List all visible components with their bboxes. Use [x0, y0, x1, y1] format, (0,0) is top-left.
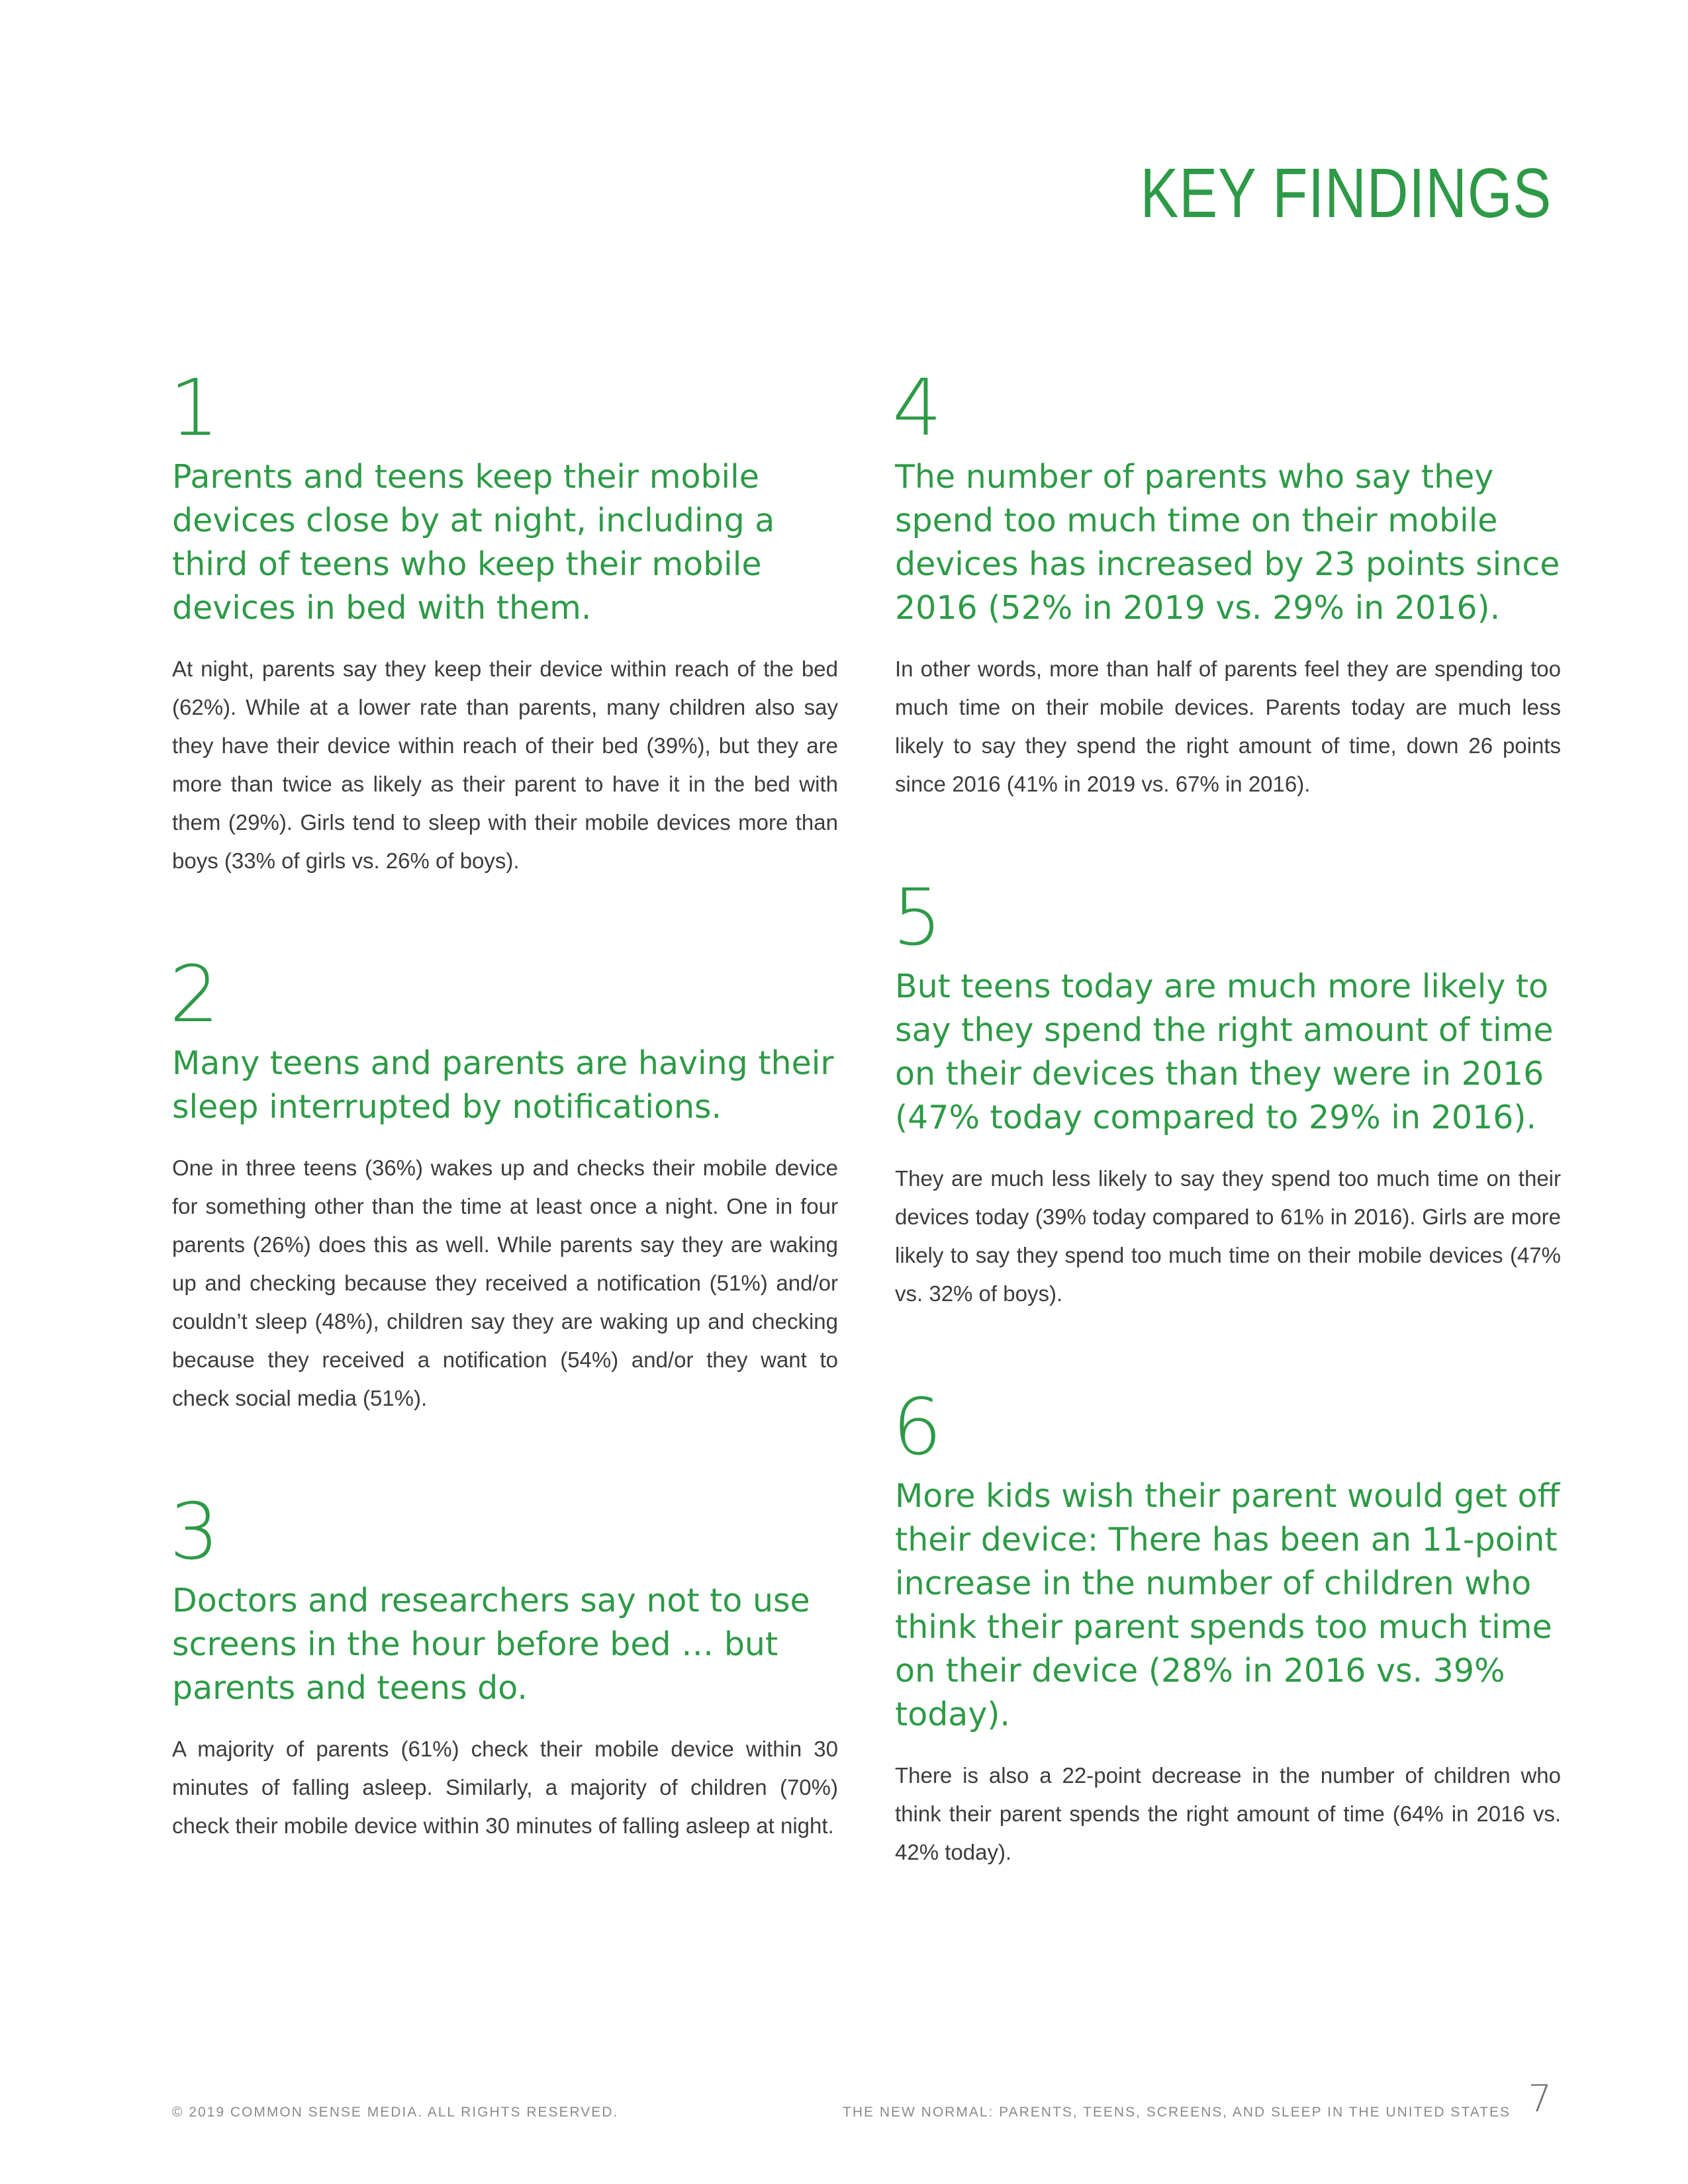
left-column	[169, 362, 838, 1917]
finding-number: 3	[169, 1486, 220, 1577]
finding-1	[169, 362, 838, 880]
finding-3	[169, 1486, 838, 1845]
page-title: KEY FINDINGS	[1140, 154, 1552, 232]
finding-6	[892, 1381, 1561, 1872]
finding-headline: Many teens and parents are having their sleep interrupted by notifications.	[172, 1044, 834, 1126]
finding-body: In other words, more than half of parents feel they are spending too much time on their mobile devices. Parents today are much less likely to say they spend the right amount of time, down 26 points since 2016 (41% in 2019 vs. 67% in 2016).	[895, 657, 1561, 796]
finding-headline: More kids wish their parent would get off their device: There has been an 11-point increase in the number of children who think their parent spends too much time on their device (28% in 2016 vs. 39% today).	[895, 1477, 1560, 1733]
finding-body: A majority of parents (61%) check their mobile device within 30 minutes of falling asleep. Similarly, a majority of children (70%) check their mobile device within 30 minutes of falling asleep at night.	[172, 1737, 838, 1838]
footer-copyright: © 2019 COMMON SENSE MEDIA. ALL RIGHTS RESERVED.	[172, 2105, 619, 2120]
finding-headline: Parents and teens keep their mobile devices close by at night, including a third of teens who keep their mobile devices in bed with them.	[172, 458, 775, 627]
finding-headline: The number of parents who say they spend too much time on their mobile devices has increased by 23 points since 2016 (52% in 2019 vs. 29% in 2016).	[895, 458, 1560, 627]
finding-body: They are much less likely to say they spend too much time on their devices today (39% today compared to 61% in 2016). Girls are more likely to say they spend too much time on their mobile devices (47% vs. 32% of boys).	[895, 1166, 1561, 1306]
finding-number: 6	[892, 1381, 943, 1473]
finding-4	[892, 362, 1561, 803]
finding-number: 2	[169, 948, 220, 1040]
finding-number: 5	[892, 872, 943, 963]
finding-headline: But teens today are much more likely to say they spend the right amount of time on their devices than they were in 2016 (47% today compared to 29% in 2016).	[895, 968, 1554, 1136]
finding-body: At night, parents say they keep their device within reach of the bed (62%). While at a lower rate than parents, many children also say they have their device within reach of their bed (39%), but they are more than twice as likely as their parent to have it in the bed with them (29%). Girls tend to sleep with their mobile devices more than boys (33% of girls vs. 26% of boys).	[172, 657, 838, 873]
finding-body: One in three teens (36%) wakes up and checks their mobile device for something other than the time at least once a night. One in four parents (26%) does this as well. While parents say they are waking up and checking because they received a notification (51%) and/or couldn’t sleep (48%), children say they are waking up and checking because they received a notification (54%) and/or they want to check social media (51%).	[172, 1156, 838, 1410]
page-number: 7	[1528, 2077, 1552, 2120]
finding-5	[892, 872, 1561, 1313]
right-column	[892, 362, 1561, 1943]
finding-number: 1	[169, 362, 220, 453]
finding-body: There is also a 22-point decrease in the number of children who think their parent spends the right amount of time (64% in 2016 vs. 42% today).	[895, 1763, 1561, 1864]
footer-report-title: THE NEW NORMAL: PARENTS, TEENS, SCREENS, AND SLEEP IN THE UNITED STATES	[843, 2105, 1511, 2120]
finding-2	[169, 948, 838, 1418]
finding-headline: Doctors and researchers say not to use screens in the hour before bed … but parents and teens do.	[172, 1582, 810, 1707]
finding-number: 4	[892, 362, 943, 453]
